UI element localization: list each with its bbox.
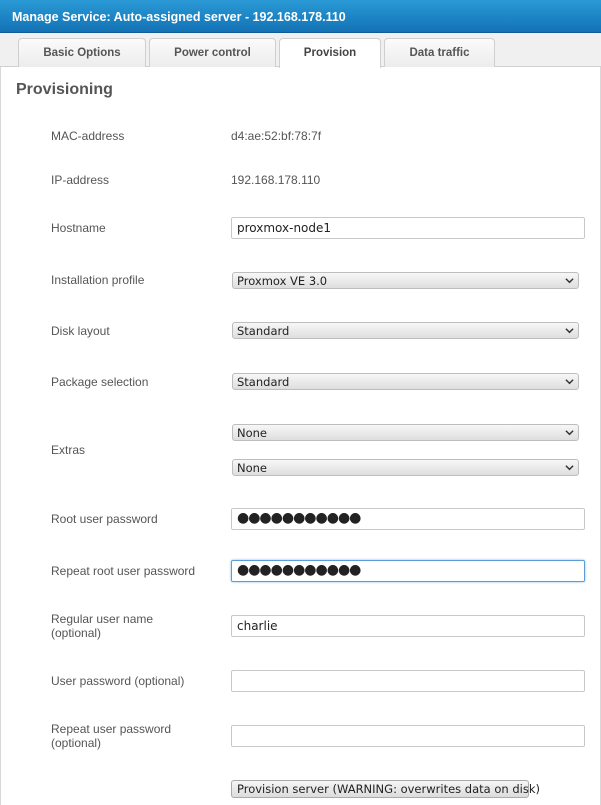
ip-label: IP-address (51, 173, 110, 187)
regular-user-name-input[interactable] (231, 615, 585, 637)
disk-layout-value: Standard (237, 324, 290, 338)
chevron-down-icon (565, 428, 574, 437)
hostname-input[interactable] (231, 217, 585, 239)
extras-select-1[interactable] (232, 424, 579, 441)
tab-data-traffic[interactable]: Data traffic (384, 38, 495, 67)
repeat-root-password-label: Repeat root user password (51, 564, 196, 578)
regular-user-name-label-line2: (optional) (51, 626, 102, 640)
installation-profile-select[interactable] (232, 272, 579, 289)
user-password-input[interactable] (231, 670, 585, 692)
provision-server-button[interactable]: Provision server (WARNING: overwrites data on disk) (231, 780, 529, 798)
disk-layout-select[interactable] (232, 322, 579, 339)
repeat-root-password-input[interactable] (231, 560, 585, 582)
chevron-down-icon (565, 276, 574, 285)
tab-provision[interactable]: Provision (279, 38, 381, 68)
chevron-down-icon (565, 326, 574, 335)
package-selection-select[interactable] (232, 373, 579, 390)
package-selection-value: Standard (237, 375, 290, 389)
repeat-user-password-label-line2: (optional) (51, 736, 102, 750)
user-password-label: User password (optional) (51, 674, 185, 688)
repeat-user-password-input[interactable] (231, 725, 585, 747)
root-password-input[interactable] (231, 508, 585, 530)
package-selection-label: Package selection (51, 375, 149, 389)
root-password-label: Root user password (51, 512, 158, 526)
hostname-label: Hostname (51, 221, 106, 235)
page-title: Provisioning (16, 81, 113, 98)
mac-label: MAC-address (51, 129, 125, 143)
regular-user-name-label-line1: Regular user name (51, 612, 154, 626)
ip-value: 192.168.178.110 (231, 173, 321, 187)
tab-bar (0, 33, 601, 67)
mac-value: d4:ae:52:bf:78:7f (231, 129, 322, 143)
installation-profile-value: Proxmox VE 3.0 (237, 274, 328, 288)
extras-value-1: None (237, 426, 268, 440)
installation-profile-label: Installation profile (51, 273, 145, 287)
tab-power-control[interactable]: Power control (149, 38, 276, 67)
chevron-down-icon (565, 377, 574, 386)
repeat-user-password-label (51, 722, 171, 750)
disk-layout-label: Disk layout (51, 324, 110, 338)
window-title: Manage Service: Auto-assigned server - 192.168.178.110 (0, 0, 601, 33)
regular-user-name-label (51, 612, 153, 640)
chevron-down-icon (565, 463, 574, 472)
extras-label: Extras (51, 443, 86, 457)
repeat-user-password-label-line1: Repeat user password (51, 722, 172, 736)
extras-value-2: None (237, 461, 268, 475)
tab-basic-options[interactable]: Basic Options (18, 38, 146, 67)
extras-select-2[interactable] (232, 459, 579, 476)
